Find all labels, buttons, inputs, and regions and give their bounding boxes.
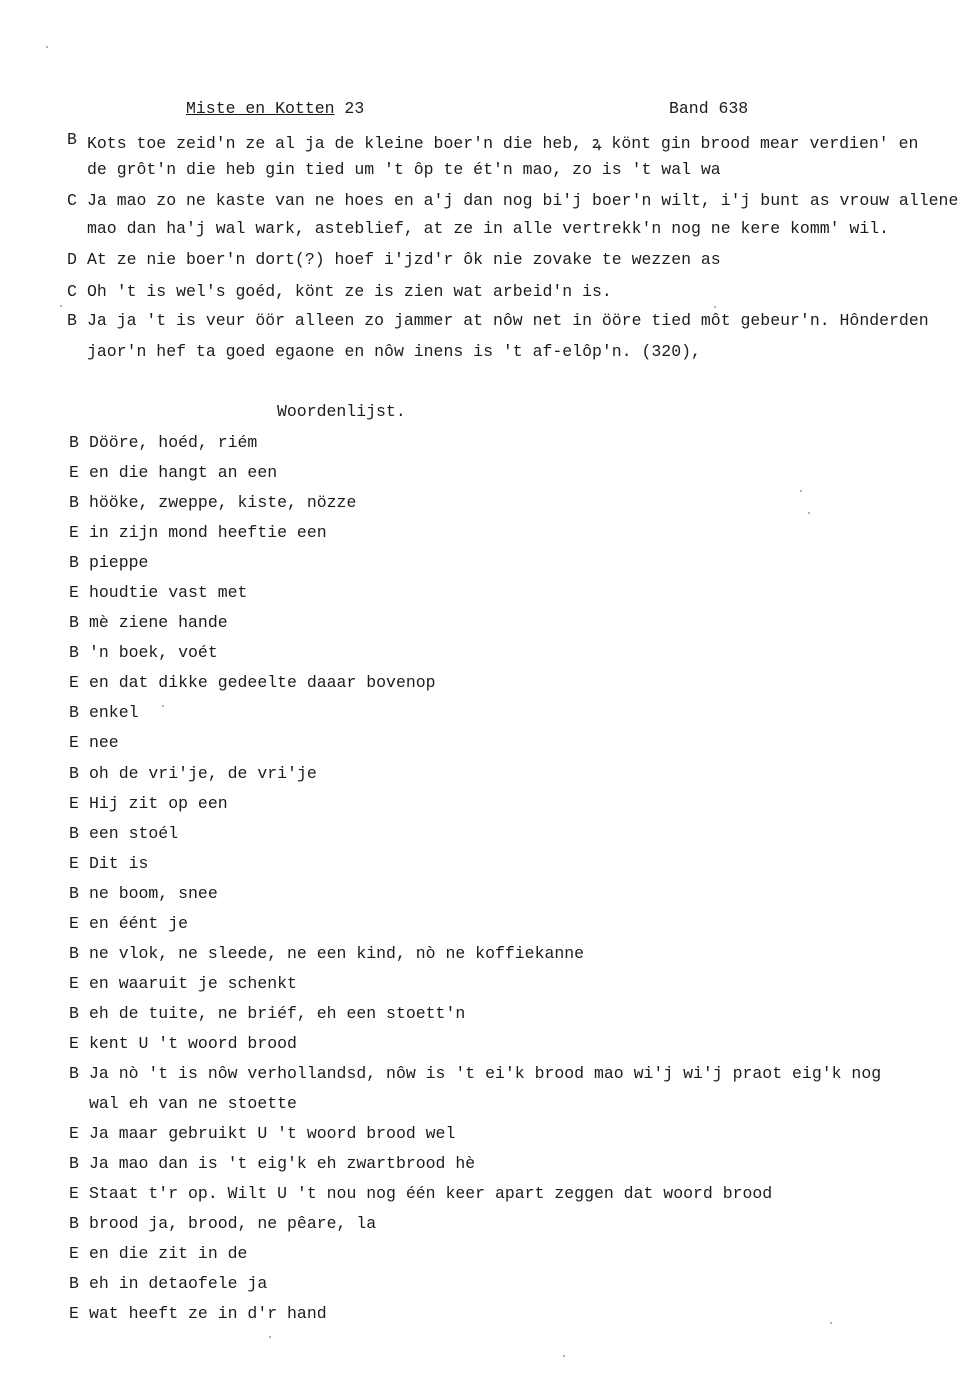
dialogue-continuation: jaor'n hef ta goed egaone en nôw inens is 't af-elôp'n. (320), xyxy=(87,342,701,361)
speaker-label: E xyxy=(69,1184,79,1203)
speaker-label: E xyxy=(69,733,79,752)
speaker-label: E xyxy=(69,854,79,873)
paper-speck xyxy=(830,1322,832,1324)
wordlist-text: en dat dikke gedeelte daaar bovenop xyxy=(89,673,436,692)
speaker-label: E xyxy=(69,583,79,602)
wordlist-text: ne boom, snee xyxy=(89,884,218,903)
wordlist-text: houdtie vast met xyxy=(89,583,248,602)
speaker-label: B xyxy=(69,613,79,632)
wordlist-text: eh de tuite, ne briéf, eh een stoett'n xyxy=(89,1004,466,1023)
wordlist-continuation: wal eh van ne stoette xyxy=(89,1094,297,1113)
wordlist-text: en éént je xyxy=(89,914,189,933)
speaker-label: B xyxy=(69,493,79,512)
speaker-label: B xyxy=(69,1274,79,1293)
speaker-label: E xyxy=(69,673,79,692)
dialogue-text: Kots toe zeid'n ze al ja de kleine boer'n die heb, ꝝ könt gin brood mear verdien' en xyxy=(87,134,919,153)
speaker-label: B xyxy=(69,944,79,963)
speaker-label: B xyxy=(69,884,79,903)
header-band: Band 638 xyxy=(669,99,749,118)
wordlist-text: hööke, zweppe, kiste, nözze xyxy=(89,493,357,512)
paper-speck xyxy=(800,490,802,492)
speaker-label: B xyxy=(69,764,79,783)
speaker-label: E xyxy=(69,523,79,542)
wordlist-text: enkel xyxy=(89,703,139,722)
wordlist-text: Staat t'r op. Wilt U 't nou nog één keer apart zeggen dat woord brood xyxy=(89,1184,773,1203)
wordlist-text: Hij zit op een xyxy=(89,794,228,813)
paper-speck xyxy=(162,705,164,707)
wordlist-text: brood ja, brood, ne pêare, la xyxy=(89,1214,377,1233)
dialogue-text: Ja mao zo ne kaste van ne hoes en a'j dan nog bi'j boer'n wilt, i'j bunt as vrouw allene xyxy=(87,191,959,210)
wordlist-text: Ja maar gebruikt U 't woord brood wel xyxy=(89,1124,456,1143)
wordlist-text: wat heeft ze in d'r hand xyxy=(89,1304,327,1323)
wordlist-text: en waaruit je schenkt xyxy=(89,974,297,993)
wordlist-text: en die zit in de xyxy=(89,1244,248,1263)
speaker-label: E xyxy=(69,974,79,993)
wordlist-text: Dit is xyxy=(89,854,149,873)
speaker-label: B xyxy=(67,311,77,330)
dialogue-continuation: de grôt'n die heb gin tied um 't ôp te ét'n mao, zo is 't wal wa xyxy=(87,160,721,179)
wordlist-text: kent U 't woord brood xyxy=(89,1034,297,1053)
speaker-label: D xyxy=(67,250,77,269)
wordlist-text: Ja nò 't is nôw verhollandsd, nôw is 't ei'k brood mao wi'j wi'j praot eig'k nog xyxy=(89,1064,882,1083)
header-title xyxy=(186,99,364,118)
wordlist-text: in zijn mond heeftie een xyxy=(89,523,327,542)
paper-speck xyxy=(60,305,62,307)
speaker-label: E xyxy=(69,794,79,813)
dialogue-text: Oh 't is wel's goéd, könt ze is zien wat arbeid'n is. xyxy=(87,282,612,301)
speaker-label: E xyxy=(69,463,79,482)
paper-speck xyxy=(563,1355,565,1357)
wordlist-text: eh in detaofele ja xyxy=(89,1274,268,1293)
paper-speck xyxy=(714,306,716,308)
speaker-label: B xyxy=(69,1004,79,1023)
speaker-label: B xyxy=(69,643,79,662)
wordlist-text: en die hangt an een xyxy=(89,463,278,482)
speaker-label: E xyxy=(69,1034,79,1053)
speaker-label: B xyxy=(69,1214,79,1233)
header-title-underlined: Miste en Kotten xyxy=(186,99,335,118)
wordlist-text: oh de vri'je, de vri'je xyxy=(89,764,317,783)
page-header xyxy=(0,99,979,123)
wordlist-text: Ja mao dan is 't eig'k eh zwartbrood hè xyxy=(89,1154,476,1173)
dialogue-text: Ja ja 't is veur öör alleen zo jammer at nôw net in ööre tied môt gebeur'n. Hônderden xyxy=(87,311,929,330)
wordlist-text: 'n boek, voét xyxy=(89,643,218,662)
wordlist-text: een stoél xyxy=(89,824,179,843)
speaker-label: B xyxy=(69,1154,79,1173)
speaker-label: E xyxy=(69,1304,79,1323)
paper-speck xyxy=(46,46,48,48)
speaker-label: E xyxy=(69,1124,79,1143)
speaker-label: B xyxy=(69,1064,79,1083)
wordlist-text: ne vlok, ne sleede, ne een kind, nò ne koffiekanne xyxy=(89,944,585,963)
header-page-number: 23 xyxy=(334,99,365,118)
wordlist-title: Woordenlijst. xyxy=(277,402,406,421)
speaker-label: B xyxy=(67,130,77,149)
speaker-label: E xyxy=(69,1244,79,1263)
paper-speck xyxy=(269,1336,271,1338)
wordlist-text: nee xyxy=(89,733,119,752)
speaker-label: E xyxy=(69,914,79,933)
wordlist-text: mè ziene hande xyxy=(89,613,228,632)
wordlist-text: Dööre, hoéd, riém xyxy=(89,433,258,452)
dialogue-text: At ze nie boer'n dort(?) hoef i'jzd'r ôk nie zovake te wezzen as xyxy=(87,250,721,269)
speaker-label: B xyxy=(69,553,79,572)
speaker-label: C xyxy=(67,282,77,301)
wordlist-text: pieppe xyxy=(89,553,149,572)
speaker-label: B xyxy=(69,433,79,452)
speaker-label: C xyxy=(67,191,77,210)
dialogue-continuation: mao dan ha'j wal wark, asteblief, at ze in alle vertrekk'n nog ne kere komm' wil. xyxy=(87,219,890,238)
speaker-label: B xyxy=(69,824,79,843)
paper-speck xyxy=(808,512,810,514)
speaker-label: B xyxy=(69,703,79,722)
